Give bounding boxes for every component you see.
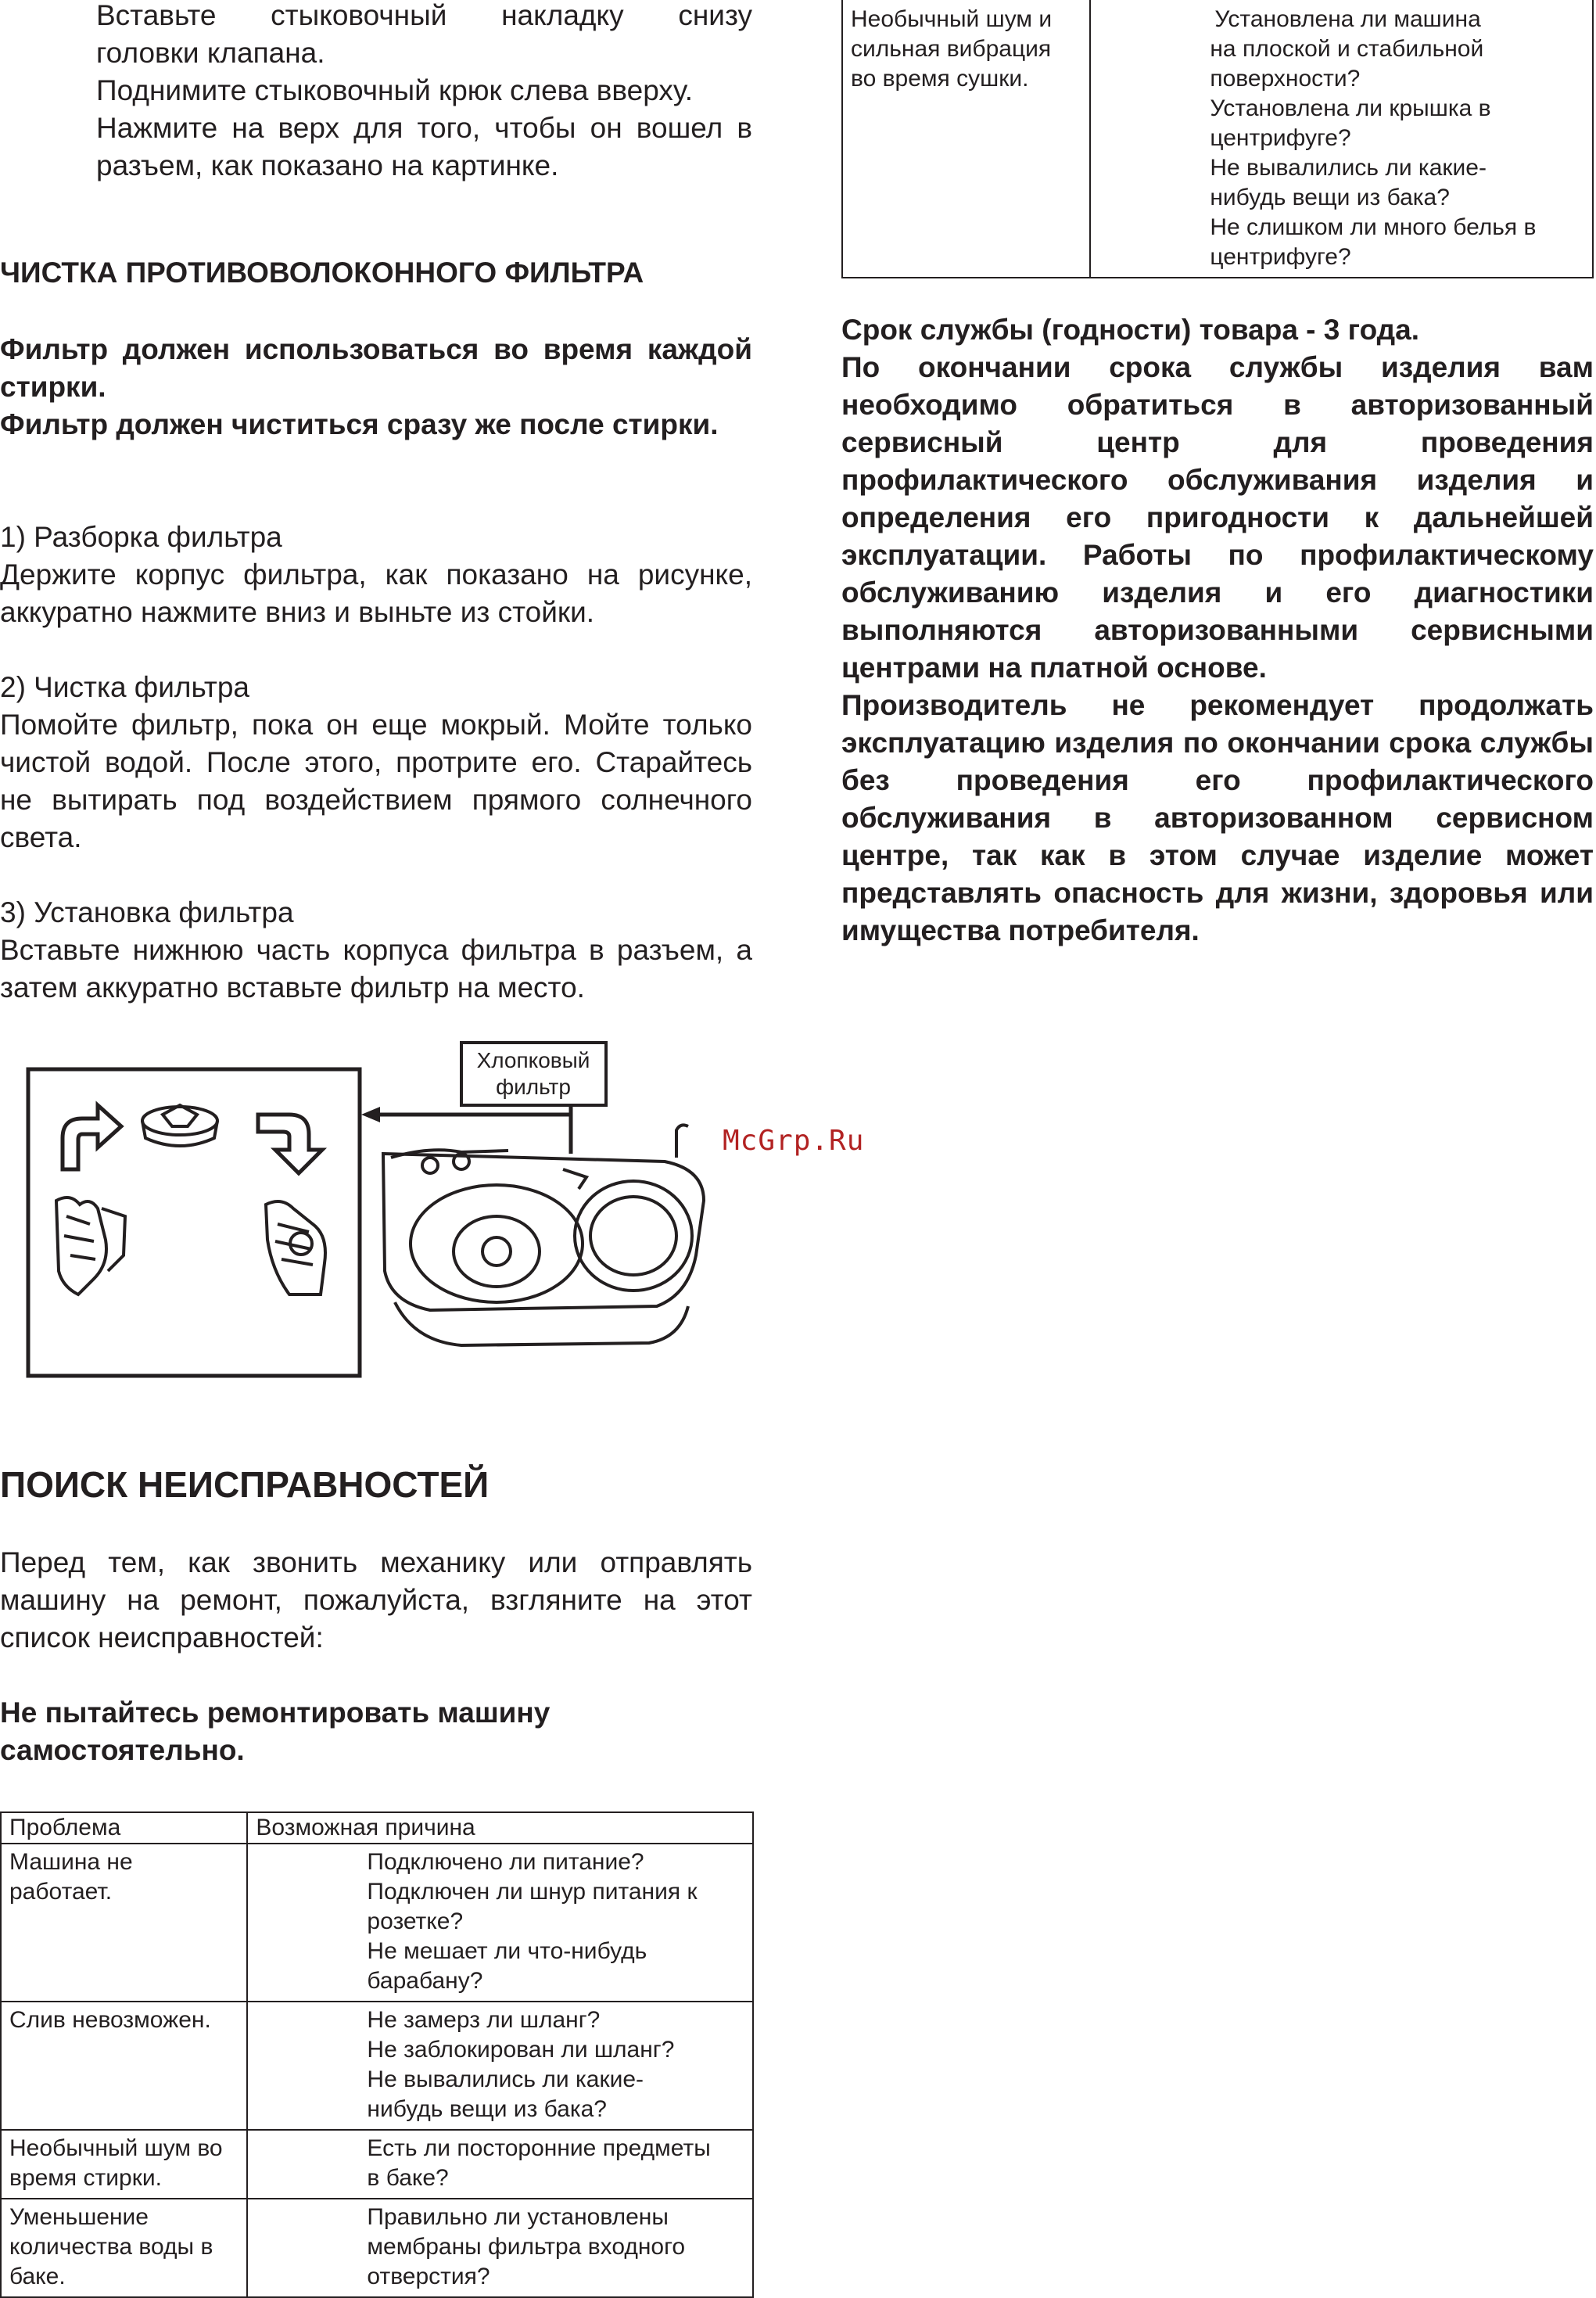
filter-note-1: Фильтр должен использоваться во время каждой стирки. — [0, 333, 752, 403]
hand-remove-sketch — [56, 1197, 125, 1294]
problem-line: работает. — [9, 1879, 113, 1905]
filter-cap-icon — [142, 1105, 217, 1146]
step-heading: 2) Чистка фильтра — [0, 671, 249, 703]
problem-line: Машина не — [9, 1849, 133, 1875]
problem-line: Уменьшение — [9, 2204, 149, 2230]
filter-section-title-block — [0, 254, 752, 292]
table-row — [1, 2130, 753, 2199]
problem-cell — [842, 0, 1090, 278]
cause-line: Не замерз ли шланг? — [367, 2007, 601, 2033]
label-line-1: Хлопковый — [476, 1048, 590, 1072]
repair-warning: Не пытайтесь ремонтировать машину самостоятельно. — [0, 1697, 551, 1766]
filter-illustration — [23, 1036, 751, 1381]
cause-line: Не заблокирован ли шланг? — [367, 2037, 675, 2063]
cause-line: отверстия? — [367, 2264, 490, 2289]
table-row — [1, 2002, 753, 2130]
cause-line: Установлена ли машина — [1214, 6, 1481, 32]
intro-line: Вставьте стыковочный накладку снизу — [96, 0, 752, 31]
filter-illustration-drawing — [23, 1036, 751, 1381]
troubleshooting-title-block — [0, 1463, 752, 1506]
pointer-arrow-icon — [361, 1107, 380, 1122]
step-text: Помойте фильтр, пока он еще мокрый. Мойте только чистой водой. После этого, протрите его. Старайтесь не вытирать под воздействием прямого солнечного света. — [0, 709, 752, 853]
cause-line: Установлена ли крышка в — [1210, 95, 1491, 121]
intro-line: Поднимите стыковочный крюк слева вверху. — [96, 74, 693, 106]
table-header-cell: Проблема — [1, 1812, 247, 1844]
filter-step-2 — [0, 669, 752, 856]
cause-line: розетке? — [367, 1908, 464, 1934]
cause-line: Не слишком ли много белья в — [1210, 214, 1537, 240]
table-header-cell: Возможная причина — [247, 1812, 753, 1844]
step-text: Вставьте нижнюю часть корпуса фильтра в разъем, а затем аккуратно вставьте фильтр на место. — [0, 934, 752, 1004]
cause-cell — [247, 2002, 753, 2130]
table-row — [1, 1844, 753, 2002]
intro-line: головки клапана. — [96, 37, 325, 69]
step-text: Держите корпус фильтра, как показано на рисунке, аккуратно нажмите вниз и выньте из стойки. — [0, 558, 752, 628]
problem-line: во время сушки. — [851, 66, 1029, 92]
problem-cell — [1, 2130, 247, 2199]
arrow-up-right-icon — [63, 1105, 121, 1169]
table-row — [842, 0, 1593, 278]
problem-line: Необычный шум и — [851, 6, 1053, 32]
label-line-2: фильтр — [496, 1075, 571, 1099]
troubleshooting-intro-block — [0, 1544, 752, 1657]
cause-line: мембраны фильтра входного — [367, 2234, 686, 2260]
problem-line: количества воды в — [9, 2234, 213, 2260]
filter-step-3 — [0, 894, 752, 1007]
service-life-term: Срок службы (годности) товара - 3 года. — [841, 314, 1420, 346]
step-heading: 3) Установка фильтра — [0, 896, 294, 928]
problem-line: баке. — [9, 2264, 66, 2289]
troubleshooting-table — [0, 1811, 754, 2298]
cause-line: Правильно ли установлены — [367, 2204, 669, 2230]
cause-cell — [1090, 0, 1593, 278]
cause-cell — [247, 2199, 753, 2297]
cause-line: Подключено ли питание? — [367, 1849, 644, 1875]
intro-instructions — [96, 0, 752, 185]
filter-step-1 — [0, 519, 752, 631]
filter-note-2: Фильтр должен чиститься сразу же после стирки. — [0, 408, 719, 440]
washing-machine-sketch — [383, 1125, 704, 1345]
problem-cell — [1, 2002, 247, 2130]
service-life-maintenance: По окончании срока службы изделия вам необходимо обратиться в авторизованный сервисный центр для проведения профилактического обслуживания изделия и определения его пригодности к дальнейшей эксплуатации. Работы по профилактическому обслуживанию изделия и его диагностики выполняются авторизованными сервисными центрами на платной основе. — [841, 351, 1594, 684]
service-life-block — [841, 311, 1594, 950]
problem-line: сильная вибрация — [851, 36, 1052, 62]
problem-cell — [1, 2199, 247, 2297]
cause-cell — [247, 1844, 753, 2002]
intro-line: Нажмите на верх для того, чтобы он вошел в — [96, 112, 752, 144]
cause-line: в баке? — [367, 2165, 449, 2191]
filter-bold-notes — [0, 331, 752, 443]
cause-line: Не вывалились ли какие- — [1210, 155, 1487, 181]
problem-line: Необычный шум во — [9, 2135, 223, 2161]
step-heading: 1) Разборка фильтра — [0, 521, 282, 553]
problem-cell — [1, 1844, 247, 2002]
cause-line: нибудь вещи из бака? — [1210, 185, 1450, 210]
problem-line: время стирки. — [9, 2165, 162, 2191]
troubleshooting-title: ПОИСК НЕИСПРАВНОСТЕЙ — [0, 1464, 490, 1505]
cause-line: Не мешает ли что-нибудь — [367, 1938, 647, 1964]
cause-line: центрифуге? — [1210, 244, 1351, 270]
problem-line: Слив невозможен. — [9, 2007, 211, 2033]
intro-line: разъем, как показано на картинке. — [96, 149, 559, 181]
troubleshooting-table-continued — [841, 0, 1594, 278]
cause-line: нибудь вещи из бака? — [367, 2096, 607, 2122]
cause-line: поверхности? — [1210, 66, 1361, 92]
hand-insert-sketch — [266, 1201, 325, 1294]
cause-line: на плоской и стабильной — [1210, 36, 1484, 62]
repair-warning-block — [0, 1694, 752, 1769]
filter-section-title: ЧИСТКА ПРОТИВОВОЛОКОННОГО ФИЛЬТРА — [0, 257, 644, 289]
troubleshooting-intro: Перед тем, как звонить механику или отправлять машину на ремонт, пожалуйста, взгляните на этот список неисправностей: — [0, 1546, 752, 1653]
cause-line: Не вывалились ли какие- — [367, 2066, 644, 2092]
cause-cell — [247, 2130, 753, 2199]
cause-line: центрифуге? — [1210, 125, 1351, 151]
watermark: McGrp.Ru — [723, 1125, 865, 1157]
table-header-row — [1, 1812, 753, 1844]
table-row — [1, 2199, 753, 2297]
cause-line: Подключен ли шнур питания к — [367, 1879, 698, 1905]
cause-line: барабану? — [367, 1968, 483, 1994]
cause-line: Есть ли посторонние предметы — [367, 2135, 711, 2161]
arrow-down-right-icon — [258, 1115, 322, 1173]
service-life-warning: Производитель не рекомендует продолжать эксплуатацию изделия по окончании срока службы без проведения его профилактического обслуживания в авторизованном сервисном центре, так как в этом случае изделие может представлять опасность для жизни, здоровья или имущества потребителя. — [841, 689, 1594, 946]
